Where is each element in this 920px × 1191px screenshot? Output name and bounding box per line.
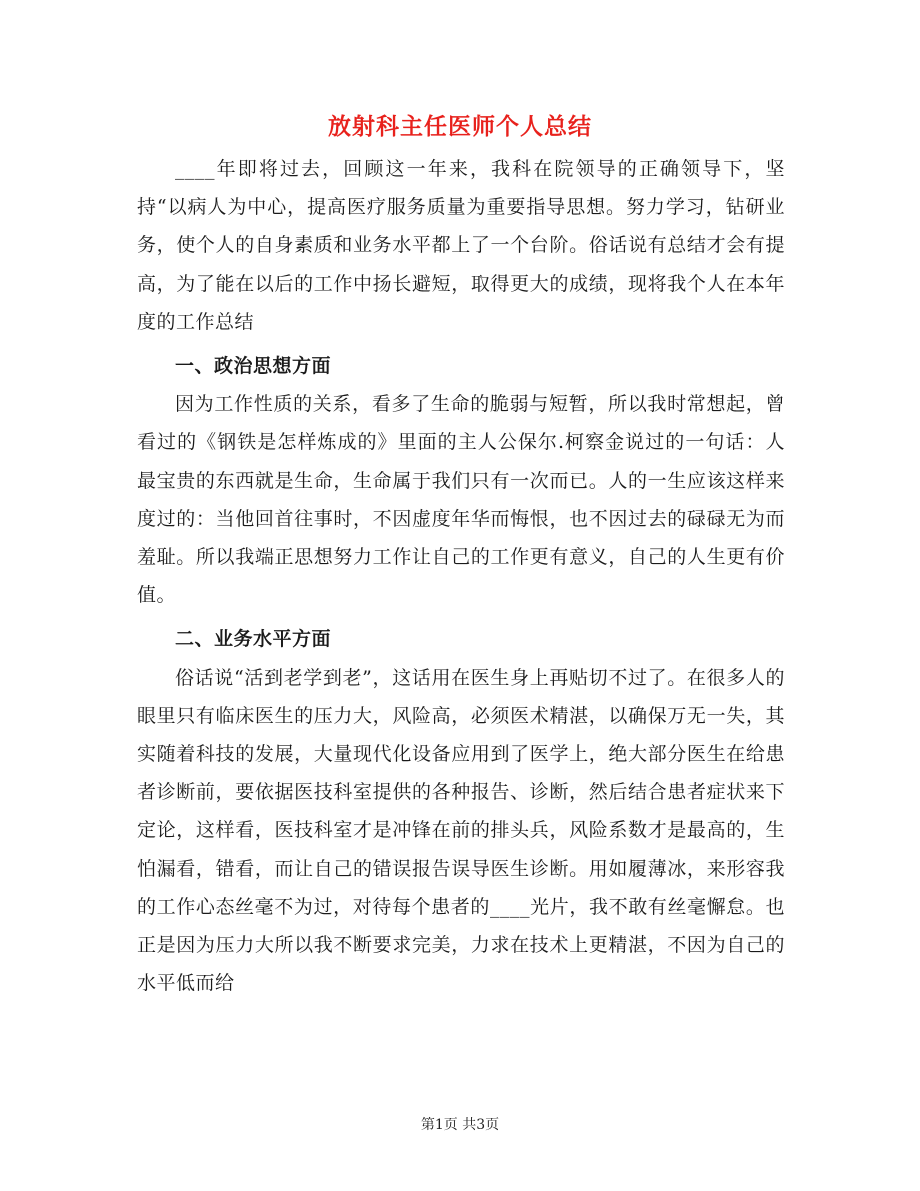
document-title: 放射科主任医师个人总结 [328, 113, 592, 140]
section-heading-political: 一、政治思想方面 [175, 355, 332, 378]
section-body-political: 因为工作性质的关系，看多了生命的脆弱与短暂，所以我时常想起，曾看过的《钢铁是怎样炼成的》里面的主人公保尔.柯察金说过的一句话：人最宝贵的东西就是生命，生命属于我们只有一次而已。人的一生应该这样来度过的：当他回首往事时，不因虚度年华而悔恨，也不因过去的碌碌无为而羞耻。所以我端正思想努力工作让自己的工作更有意义，自己的人生更有价值。 [137, 393, 785, 607]
section-heading-professional: 二、业务水平方面 [175, 628, 332, 651]
section-body-professional: 俗话说“活到老学到老”，这话用在医生身上再贴切不过了。在很多人的眼里只有临床医生的压力大，风险高，必须医术精湛，以确保万无一失，其实随着科技的发展，大量现代化设备应用到了医学上，绝大部分医生在给患者诊断前，要依据医技科室提供的各种报告、诊断，然后结合患者症状来下定论，这样看，医技科室才是冲锋在前的排头兵，风险系数才是最高的，生怕漏看，错看，而让自己的错误报告误导医生诊断。用如履薄冰，来形容我的工作心态丝毫不为过，对待每个患者的____光片，我不敢有丝毫懈怠。也正是因为压力大所以我不断要求完美，力求在技术上更精湛，不因为自己的水平低而给 [137, 666, 785, 995]
page-number: 第1页 共3页 [420, 1117, 500, 1133]
intro-paragraph: ____年即将过去，回顾这一年来，我科在院领导的正确领导下，坚持“以病人为中心，提高医疗服务质量为重要指导思想。努力学习，钻研业务，使个人的自身素质和业务水平都上了一个台阶。俗话说有总结才会有提高，为了能在以后的工作中扬长避短，取得更大的成绩，现将我个人在本年度的工作总结 [137, 158, 785, 333]
document-body [137, 150, 785, 1002]
